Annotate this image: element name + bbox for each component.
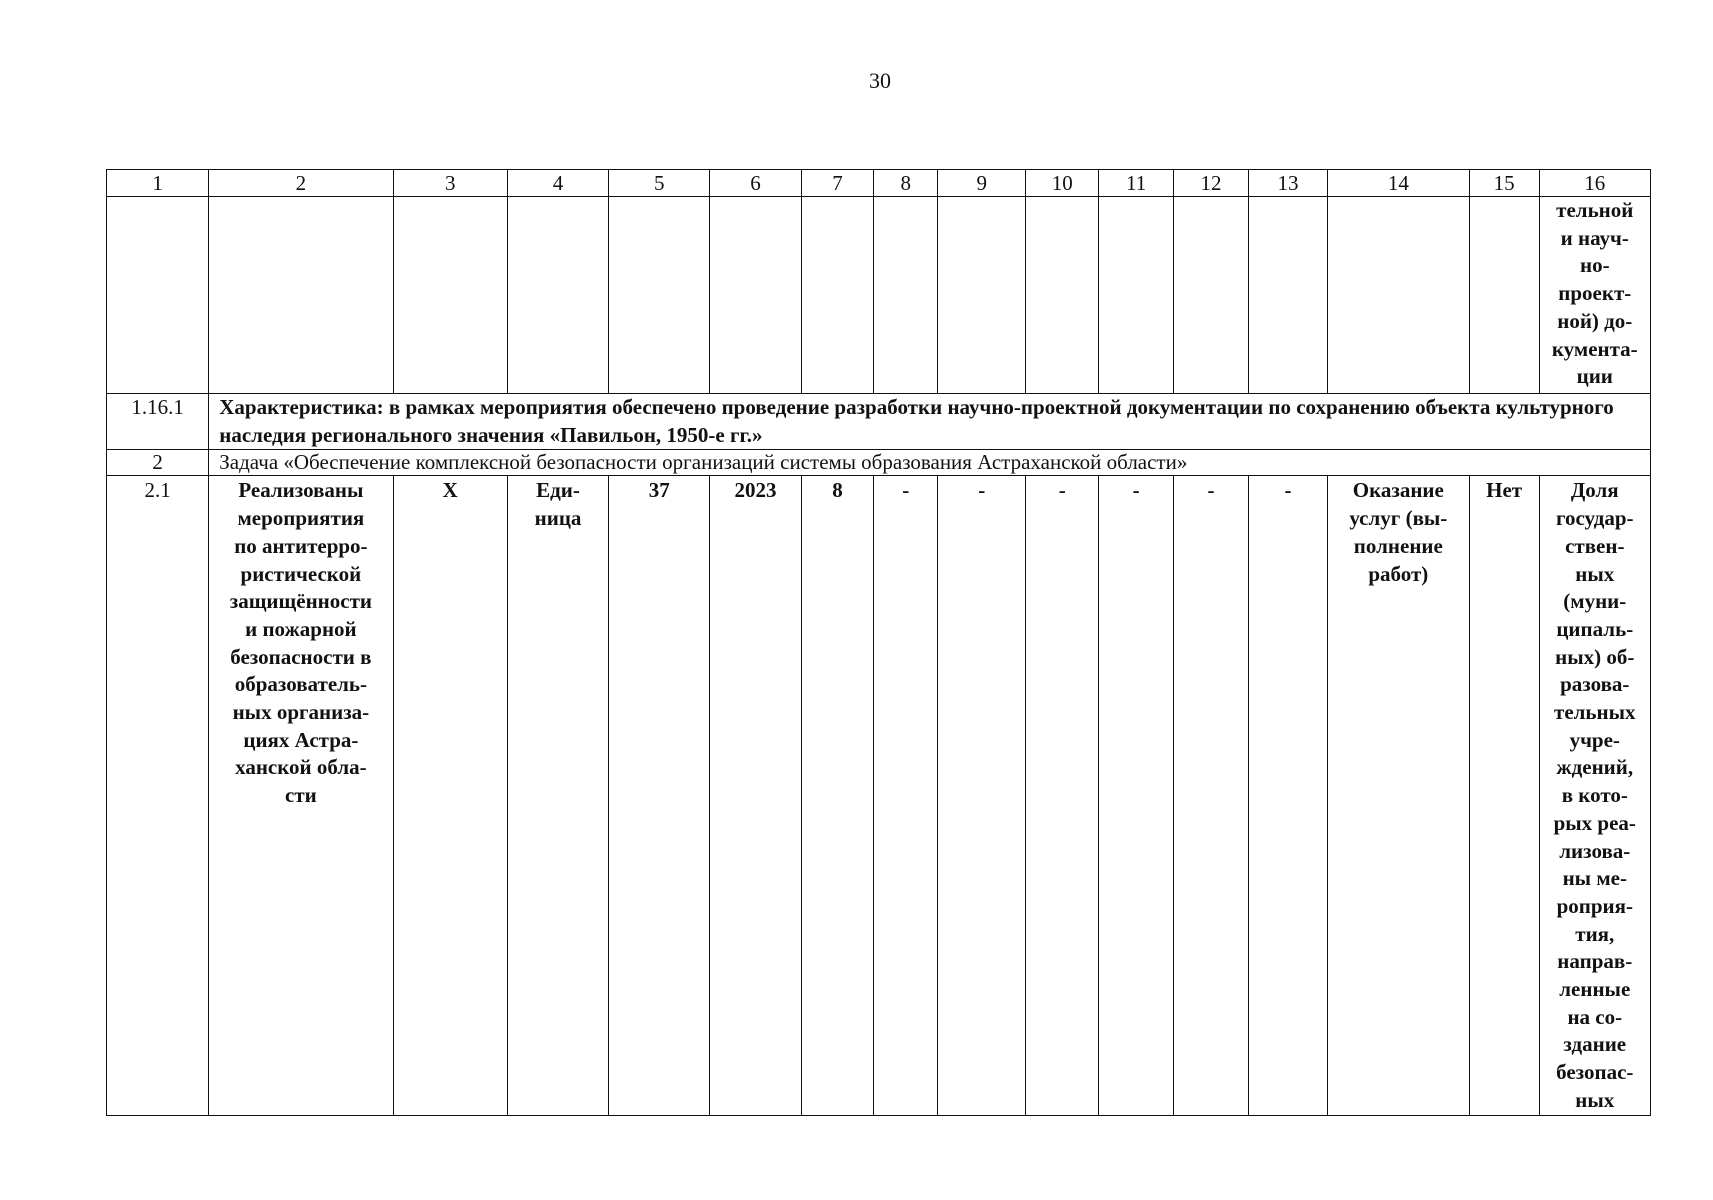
column-header: 15 bbox=[1469, 170, 1539, 197]
table-cell: - bbox=[1099, 476, 1174, 1116]
table-cell: - bbox=[1174, 476, 1249, 1116]
table-cell bbox=[507, 197, 608, 394]
table-cell bbox=[1248, 197, 1327, 394]
table-cell bbox=[1174, 197, 1249, 394]
table-row bbox=[107, 476, 1651, 1116]
activity-name: Реализованы мероприятия по антитерро- ристической защищённости и пожарной безопасности в образователь- ных организа- циях Астра- ханской обла- сти bbox=[209, 476, 393, 1116]
row-number: 2 bbox=[107, 450, 209, 476]
column-header: 4 bbox=[507, 170, 608, 197]
column-header: 8 bbox=[874, 170, 938, 197]
table-cell bbox=[609, 197, 710, 394]
table-cell bbox=[938, 197, 1026, 394]
column-header: 7 bbox=[801, 170, 874, 197]
table-cell bbox=[801, 197, 874, 394]
result-type-cell: Оказание услуг (вы- полнение работ) bbox=[1327, 476, 1469, 1116]
row-number: 1.16.1 bbox=[107, 394, 209, 450]
page-number: 30 bbox=[869, 68, 891, 93]
column-header: 14 bbox=[1327, 170, 1469, 197]
column-header: 10 bbox=[1026, 170, 1099, 197]
header-row bbox=[107, 170, 1651, 197]
year-cell: 2023 bbox=[710, 476, 801, 1116]
table-cell bbox=[1327, 197, 1469, 394]
row-number: 2.1 bbox=[107, 476, 209, 1116]
column-header: 2 bbox=[209, 170, 393, 197]
table-row bbox=[107, 197, 1651, 394]
column-header: 9 bbox=[938, 170, 1026, 197]
characteristic-text: Характеристика: в рамках мероприятия обеспечено проведение разработки научно-проектной документации по сохранению объекта культурного наследия регионального значения «Павильон, 1950-е гг.» bbox=[209, 394, 1651, 450]
table-cell bbox=[1026, 197, 1099, 394]
column-header: 3 bbox=[393, 170, 507, 197]
table-cell: 8 bbox=[801, 476, 874, 1116]
column-header: 11 bbox=[1099, 170, 1174, 197]
table-cell bbox=[209, 197, 393, 394]
table-row bbox=[107, 450, 1651, 476]
task-text: Задача «Обеспечение комплексной безопасности организаций системы образования Астраханской области» bbox=[209, 450, 1651, 476]
program-table bbox=[106, 169, 1651, 1116]
table-cell bbox=[710, 197, 801, 394]
table-row bbox=[107, 394, 1651, 450]
table-cell-continuation-text: тельной и науч- но- проект- ной) до- кумента- ции bbox=[1539, 197, 1650, 394]
column-header: 1 bbox=[107, 170, 209, 197]
table-cell: - bbox=[1026, 476, 1099, 1116]
table-cell bbox=[1099, 197, 1174, 394]
table-cell: 37 bbox=[609, 476, 710, 1116]
table-cell: X bbox=[393, 476, 507, 1116]
column-header: 16 bbox=[1539, 170, 1650, 197]
table-cell bbox=[874, 197, 938, 394]
table-cell: - bbox=[874, 476, 938, 1116]
column-header: 13 bbox=[1248, 170, 1327, 197]
column-header: 6 bbox=[710, 170, 801, 197]
table-cell bbox=[107, 197, 209, 394]
table-cell: - bbox=[938, 476, 1026, 1116]
indicator-description: Доля государ- ствен- ных (муни- ципаль- ных) об- разова- тельных учре- ждений, в кото- рых реа- лизова- ны ме- роприя- тия, направ- ленные на со- здание безопас- ных bbox=[1539, 476, 1650, 1116]
column-header: 5 bbox=[609, 170, 710, 197]
table-cell: Нет bbox=[1469, 476, 1539, 1116]
table-cell bbox=[1469, 197, 1539, 394]
unit-cell: Еди- ница bbox=[507, 476, 608, 1116]
table-cell: - bbox=[1248, 476, 1327, 1116]
table-cell bbox=[393, 197, 507, 394]
column-header: 12 bbox=[1174, 170, 1249, 197]
